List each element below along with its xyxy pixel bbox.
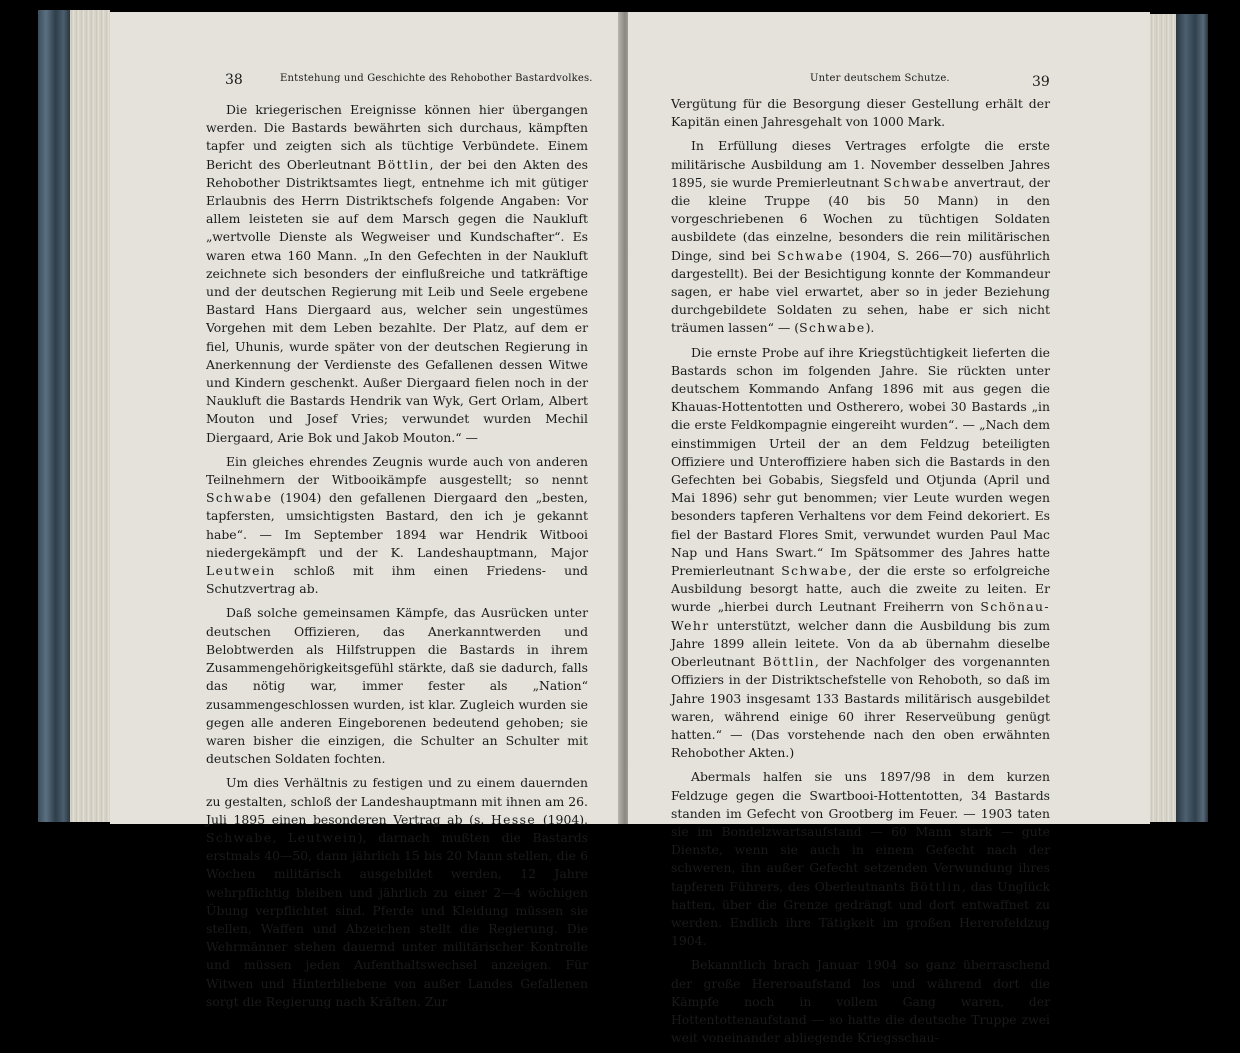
spaced-name: Schwabe <box>781 563 848 579</box>
spaced-name: Schwabe <box>799 320 866 336</box>
body-text <box>671 95 1050 1053</box>
paragraph: Bekanntlich brach Januar 1904 so ganz überraschend der große Hereroaufstand los und während dort die Kämpfe noch in vollem Gang waren, der Hottentottenaufstand — so hatte die deutsche Truppe zwei weit voneinander abliegende Kriegsschau- <box>671 957 1050 1046</box>
page-edges-right <box>1150 14 1176 822</box>
spaced-name: Schwabe <box>206 829 273 845</box>
paragraph: Abermals halfen sie uns 1897/98 in dem kurzen Feldzuge gegen die Swartbooi-Hottentotten, 34 Bastards standen im Gefecht von Grootberg im Feuer. — 1903 taten sie im Bondelzwartsaufstand — 60 Mann stark — gute Dienste, wenn sie auch in einem Gefecht nach der schweren, ihn außer Gefecht setzenden Verwundung ihres tapferen Führers, des Oberleutnants Böttlin, das Unglück hatten, über die Grenze gedrängt und dort entwaffnet zu werden. Endlich ihre Tätigkeit im großen Hererofeldzug 1904. <box>671 769 1050 949</box>
paragraph: Ein gleiches ehrendes Zeugnis wurde auch von anderen Teilnehmern der Witbooikämpfe ausgestellt; so nennt Schwabe (1904) den gefallenen Diergaard den „besten, tapfersten, umsichtigsten Bastard, den ich je gekannt habe“. — Im September 1894 war Hendrik Witbooi niedergekämpft und der K. Landeshauptmann, Major Leutwein schloß mit ihm einen Friedens- und Schutzvertrag ab. <box>206 453 588 597</box>
running-head: Unter deutschem Schutze. <box>810 73 950 84</box>
spaced-name: Schwabe <box>206 490 273 506</box>
paragraph: Vergütung für die Besorgung dieser Gestellung erhält der Kapitän einen Jahresgehalt von 1000 Mark. <box>671 96 1050 130</box>
paragraph: Daß solche gemeinsamen Kämpfe, das Ausrücken unter deutschen Offizieren, das Anerkanntwerden und Belobtwerden als Hilfstruppen die Bastards in ihrem Zusammengehörigkeitsgefühl stärkte, daß sie dadurch, falls das nötig war, immer fester als „Nation“ zusammengeschlossen wurden, ist klar. Zugleich wurden sie gegen alle anderen Eingeborenen bedeutend gehoben; sie waren bisher die einzigen, die Schulter an Schulter mit deutschen Soldaten fochten. <box>206 605 588 767</box>
spaced-name: Böttlin <box>909 878 962 894</box>
paragraph: Um dies Verhältnis zu festigen und zu einem dauernden zu gestalten, schloß der Landeshauptmann mit ihnen am 26. Juli 1895 einen besonderen Vertrag ab (s. Hesse (1904), Schwabe, Leutwein), darnach mußten die Bastards erstmals 40—50, dann jährlich 15 bis 20 Mann stellen, die 6 Wochen militärisch ausgebildet werden, 12 Jahre wehrpflichtig bleiben und jährlich zu einer 2—4 wöchigen Übung verpflichtet sind. Pferde und Kleidung müssen sie stellen, Waffen und Abzeichen stellt die Regierung. Die Wehrmänner stehen dauernd unter militärischer Kontrolle und müssen jeden Aufenthaltswechsel anzeigen. Für Witwen und Hinterbliebene von außer Landes Gefallenen sorgt die Regierung nach Kräften. Zur <box>206 775 588 1009</box>
right-page <box>628 12 1150 1046</box>
running-head: Entstehung und Geschichte des Rehobother Bastardvolkes. <box>280 73 593 84</box>
paragraph: Die ernste Probe auf ihre Kriegstüchtigkeit lieferten die Bastards schon im folgenden Jahre. Sie rückten unter deutschem Kommando Anfang 1896 mit aus gegen die Khauas-Hottentotten und Ostherero, wobei 30 Bastards „in die erste Feldkompagnie eingereiht wurden“. — „Nach dem einstimmigen Urteil der an dem Feldzug beteiligten Offiziere und Unteroffiziere haben sich die Bastards in den Gefechten bei Gobabis, Siegsfeld und Otjunda (April und Mai 1896) sehr gut benommen; vier Leute wurden wegen besonders tapferen Verhaltens vor dem Feind dekoriert. Es fiel der Bastard Flores Smit, verwundet wurden Paul Mac Nap und Hans Swart.“ Im Spätsommer des Jahres hatte Premierleutnant Schwabe, der die erste so erfolgreiche Ausbildung besorgt hatte, auch die zweite zu leiten. Er wurde „hierbei durch Leutnant Freiherrn von Schönau-Wehr unterstützt, welcher dann die Ausbildung bis zum Jahre 1899 allein leitete. Von da ab übernahm dieselbe Oberleutnant Böttlin, der Nachfolger des vorgenannten Offiziers in der Distriktschefstelle von Rehoboth, so daß im Jahre 1903 insgesamt 133 Bastards militärisch ausgebildet waren, während einige 60 ihrer Reserveübung genügt hatten.“ — (Das vorstehende nach den oben erwähnten Rehobother Akten.) <box>671 344 1050 761</box>
spaced-name: Böttlin <box>377 156 430 172</box>
spaced-name: Böttlin <box>762 654 815 670</box>
book-cover-right <box>1176 14 1208 822</box>
spaced-name: Schwabe <box>777 247 844 263</box>
body-text <box>206 101 588 1017</box>
spaced-name: Schönau-Wehr <box>671 599 1050 633</box>
spaced-name: Leutwein <box>288 829 358 845</box>
paragraph: Die kriegerischen Ereignisse können hier übergangen werden. Die Bastards bewährten sich durchaus, kämpften tapfer und zeigten sich als tüchtige Verbündete. Einem Bericht des Oberleutnant Böttlin, der bei den Akten des Rehobother Distriktsamtes liegt, entnehme ich mit gütiger Erlaubnis des Herrn Distriktschefs folgende Angaben: Vor allem leisteten sie auf dem Marsch gegen die Naukluft „wertvolle Dienste als Wegweiser und Kundschafter“. Es waren etwa 160 Mann. „In den Gefechten in der Naukluft zeichnete sich besonders der einflußreiche und tatkräftige und der deutschen Regierung mit Leib und Seele ergebene Bastard Hans Diergaard aus, welcher sein ungestümes Vorgehen mit dem Leben bezahlte. Der Platz, auf dem er fiel, Uhunis, wurde später von der deutschen Regierung in Anerkennung der Verdienste des Gefallenen dessen Witwe und Kindern geschenkt. Außer Diergaard fielen noch in der Naukluft die Bastards Hendrik van Wyk, Gert Orlam, Albert Mouton und Josef Vries; verwundet wurden Mechil Diergaard, Arie Bok und Jakob Mouton.“ — <box>206 102 588 445</box>
spaced-name: Leutwein <box>206 563 276 579</box>
spaced-name: Hesse <box>490 811 537 827</box>
left-page <box>110 12 622 1009</box>
paragraph: In Erfüllung dieses Vertrages erfolgte die erste militärische Ausbildung am 1. November desselben Jahres 1895, sie wurde Premierleutnant Schwabe anvertraut, der die kleine Truppe (40 bis 50 Mann) in den vorgeschriebenen 6 Wochen zu tüchtigen Soldaten ausbildete (das einzelne, besonders die rein militärischen Dinge, sind bei Schwabe (1904, S. 266—70) ausführlich dargestellt). Bei der Besichtigung konnte der Kommandeur sagen, er habe viel erwartet, aber so in jeder Beziehung durchgebildete Soldaten zu sehen, habe er sich nicht träumen lassen“ — (Schwabe). <box>671 138 1050 336</box>
book-cover-left <box>38 10 70 822</box>
spaced-name: Schwabe <box>883 174 950 190</box>
page-edges-left <box>70 10 110 822</box>
page-number: 39 <box>1032 74 1050 90</box>
page-number: 38 <box>225 72 243 88</box>
